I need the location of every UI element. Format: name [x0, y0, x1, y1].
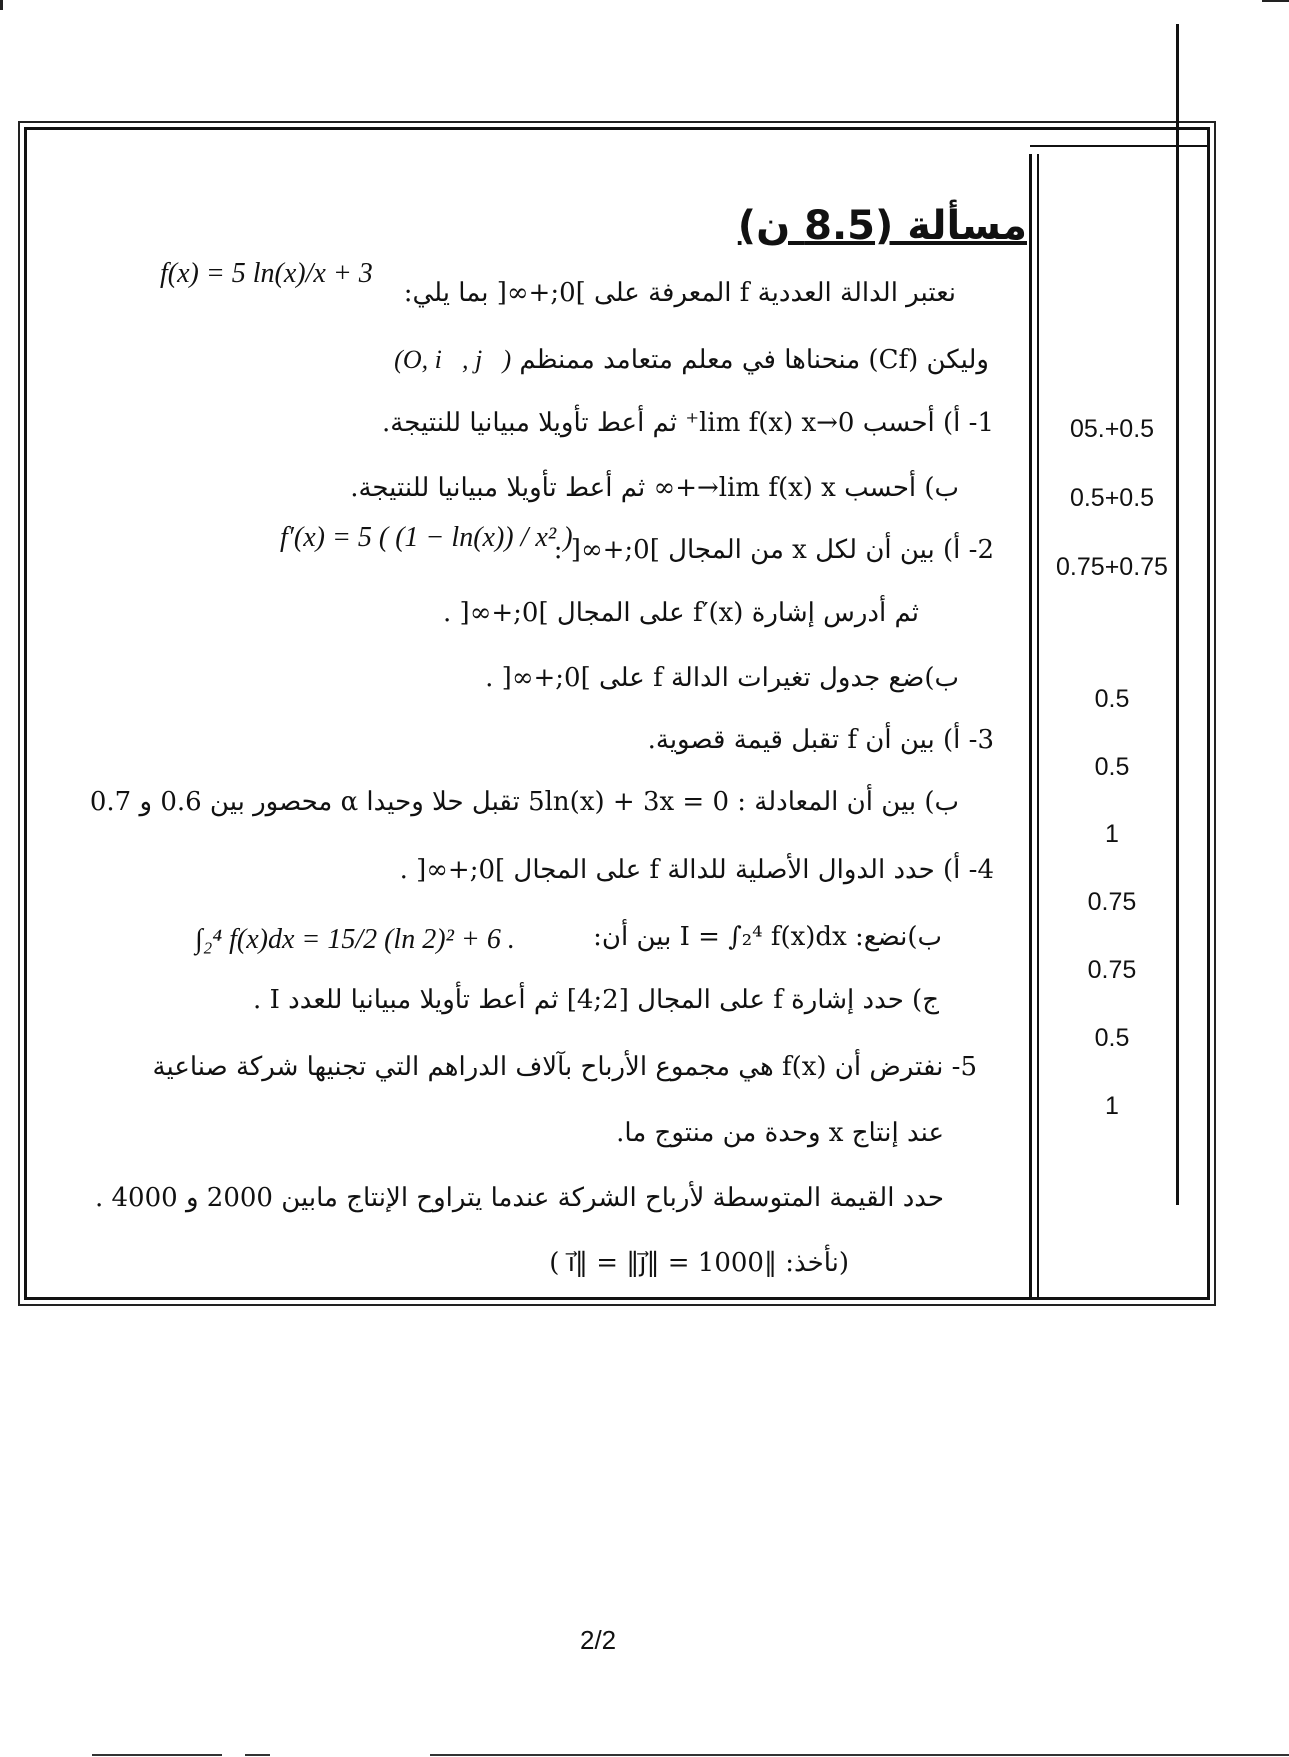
- question-5-line-2: [616, 1118, 944, 1148]
- bottom-rule-1: [92, 1754, 222, 1756]
- bottom-rule-2: [245, 1754, 270, 1756]
- question-text: ب) بين أن المعادلة : 5ln(x) + 3x = 0 تقبل حلا وحيدا α محصور بين 0.6 و 0.7: [89, 787, 959, 817]
- question-text: ب)ضع جدول تغيرات الدالة f على ]0;+∞[ .: [485, 663, 959, 693]
- question-text: 2- أ) بين أن لكل x من المجال ]0;+∞[ :: [553, 535, 994, 565]
- question-3b: [90, 787, 959, 817]
- question-4c: [253, 985, 939, 1015]
- question-2a: [554, 535, 994, 565]
- question-text: عند إنتاج x وحدة من منتوج ما.: [616, 1118, 944, 1148]
- question-1b: [350, 473, 959, 503]
- question-2a-continued: [443, 598, 919, 628]
- frame-notation: (O, i⃗, j⃗): [394, 345, 512, 374]
- question-text: حدد القيمة المتوسطة لأرباح الشركة عندما يتراوح الإنتاج مابين 2000 و 4000 .: [94, 1183, 944, 1213]
- question-text: 5- نفترض أن f(x) هي مجموع الأرباح بآلاف الدراهم التي تجنيها شركة صناعية: [152, 1052, 977, 1082]
- derivative-formula: f′(x) = 5 ( (1 − ln(x)) / x² ): [280, 522, 573, 553]
- question-text: 1- أ) أحسب lim f(x) x→0⁺ ثم أعط تأويلا مبيانيا للنتيجة.: [382, 408, 994, 438]
- question-text: ثم أدرس إشارة f′(x) على المجال ]0;+∞[ .: [443, 598, 919, 628]
- question-text: 3- أ) بين أن f تقبل قيمة قصوية.: [647, 725, 994, 755]
- question-3a: [648, 725, 994, 755]
- score-4: 0.5: [1094, 685, 1130, 713]
- score-2: 0.5+0.5: [1069, 484, 1155, 512]
- question-text: (نأخذ: ‖i⃗‖ = ‖j⃗‖ = 1000 ): [549, 1248, 849, 1278]
- question-text: ب) أحسب lim f(x) x→+∞ ثم أعط تأويلا مبيانيا للنتيجة.: [350, 473, 959, 503]
- score-10: 1: [1105, 1092, 1119, 1120]
- score-9: 0.5: [1094, 1024, 1130, 1052]
- question-5-note: [549, 1248, 849, 1278]
- integral-result: ∫₂⁴ f(x)dx = 15/2 (ln 2)² + 6 .: [195, 924, 515, 955]
- question-text: ب)نضع: I = ∫₂⁴ f(x)dx بين أن:: [593, 922, 942, 952]
- page-number: 2/2: [580, 1625, 617, 1655]
- question-5: [153, 1052, 977, 1082]
- statement-line-1: [404, 278, 956, 308]
- score-column-divider: [1029, 154, 1039, 1297]
- question-5-line-3: [95, 1183, 944, 1213]
- question-4a: [400, 855, 994, 885]
- question-2b: [485, 663, 959, 693]
- statement-line-2: [394, 345, 989, 375]
- question-text: 4- أ) حدد الدوال الأصلية للدالة f على المجال ]0;+∞[ .: [399, 855, 994, 885]
- statement-text: وليكن (Cf) منحناها في معلم متعامد ممنظم: [519, 345, 989, 375]
- score-6: 1: [1105, 820, 1119, 848]
- question-1a: [382, 408, 994, 438]
- bottom-rule-3: [430, 1754, 1289, 1756]
- derivative-formula-box: [280, 520, 573, 554]
- score-column-top: [1030, 145, 1208, 147]
- function-definition: [160, 256, 373, 290]
- score-7: 0.75: [1087, 888, 1137, 916]
- score-3: 0.75+0.75: [1056, 553, 1168, 581]
- corner-mark: [1262, 0, 1289, 2]
- score-1: 05.+0.5: [1069, 415, 1155, 443]
- problem-title: مسألة (8.5 ن): [737, 203, 1027, 249]
- edge-mark: [0, 0, 3, 10]
- question-4b: [593, 922, 942, 952]
- question-text: ج) حدد إشارة f على المجال [2;4] ثم أعط تأويلا مبيانيا للعدد I .: [253, 985, 939, 1015]
- integral-result-box: [195, 922, 515, 956]
- score-8: 0.75: [1087, 956, 1137, 984]
- statement-text: نعتبر الدالة العددية f المعرفة على ]0;+∞[ بما يلي:: [403, 278, 956, 308]
- function-formula: f(x) = 5 ln(x)/x + 3: [160, 258, 373, 289]
- score-5: 0.5: [1094, 753, 1130, 781]
